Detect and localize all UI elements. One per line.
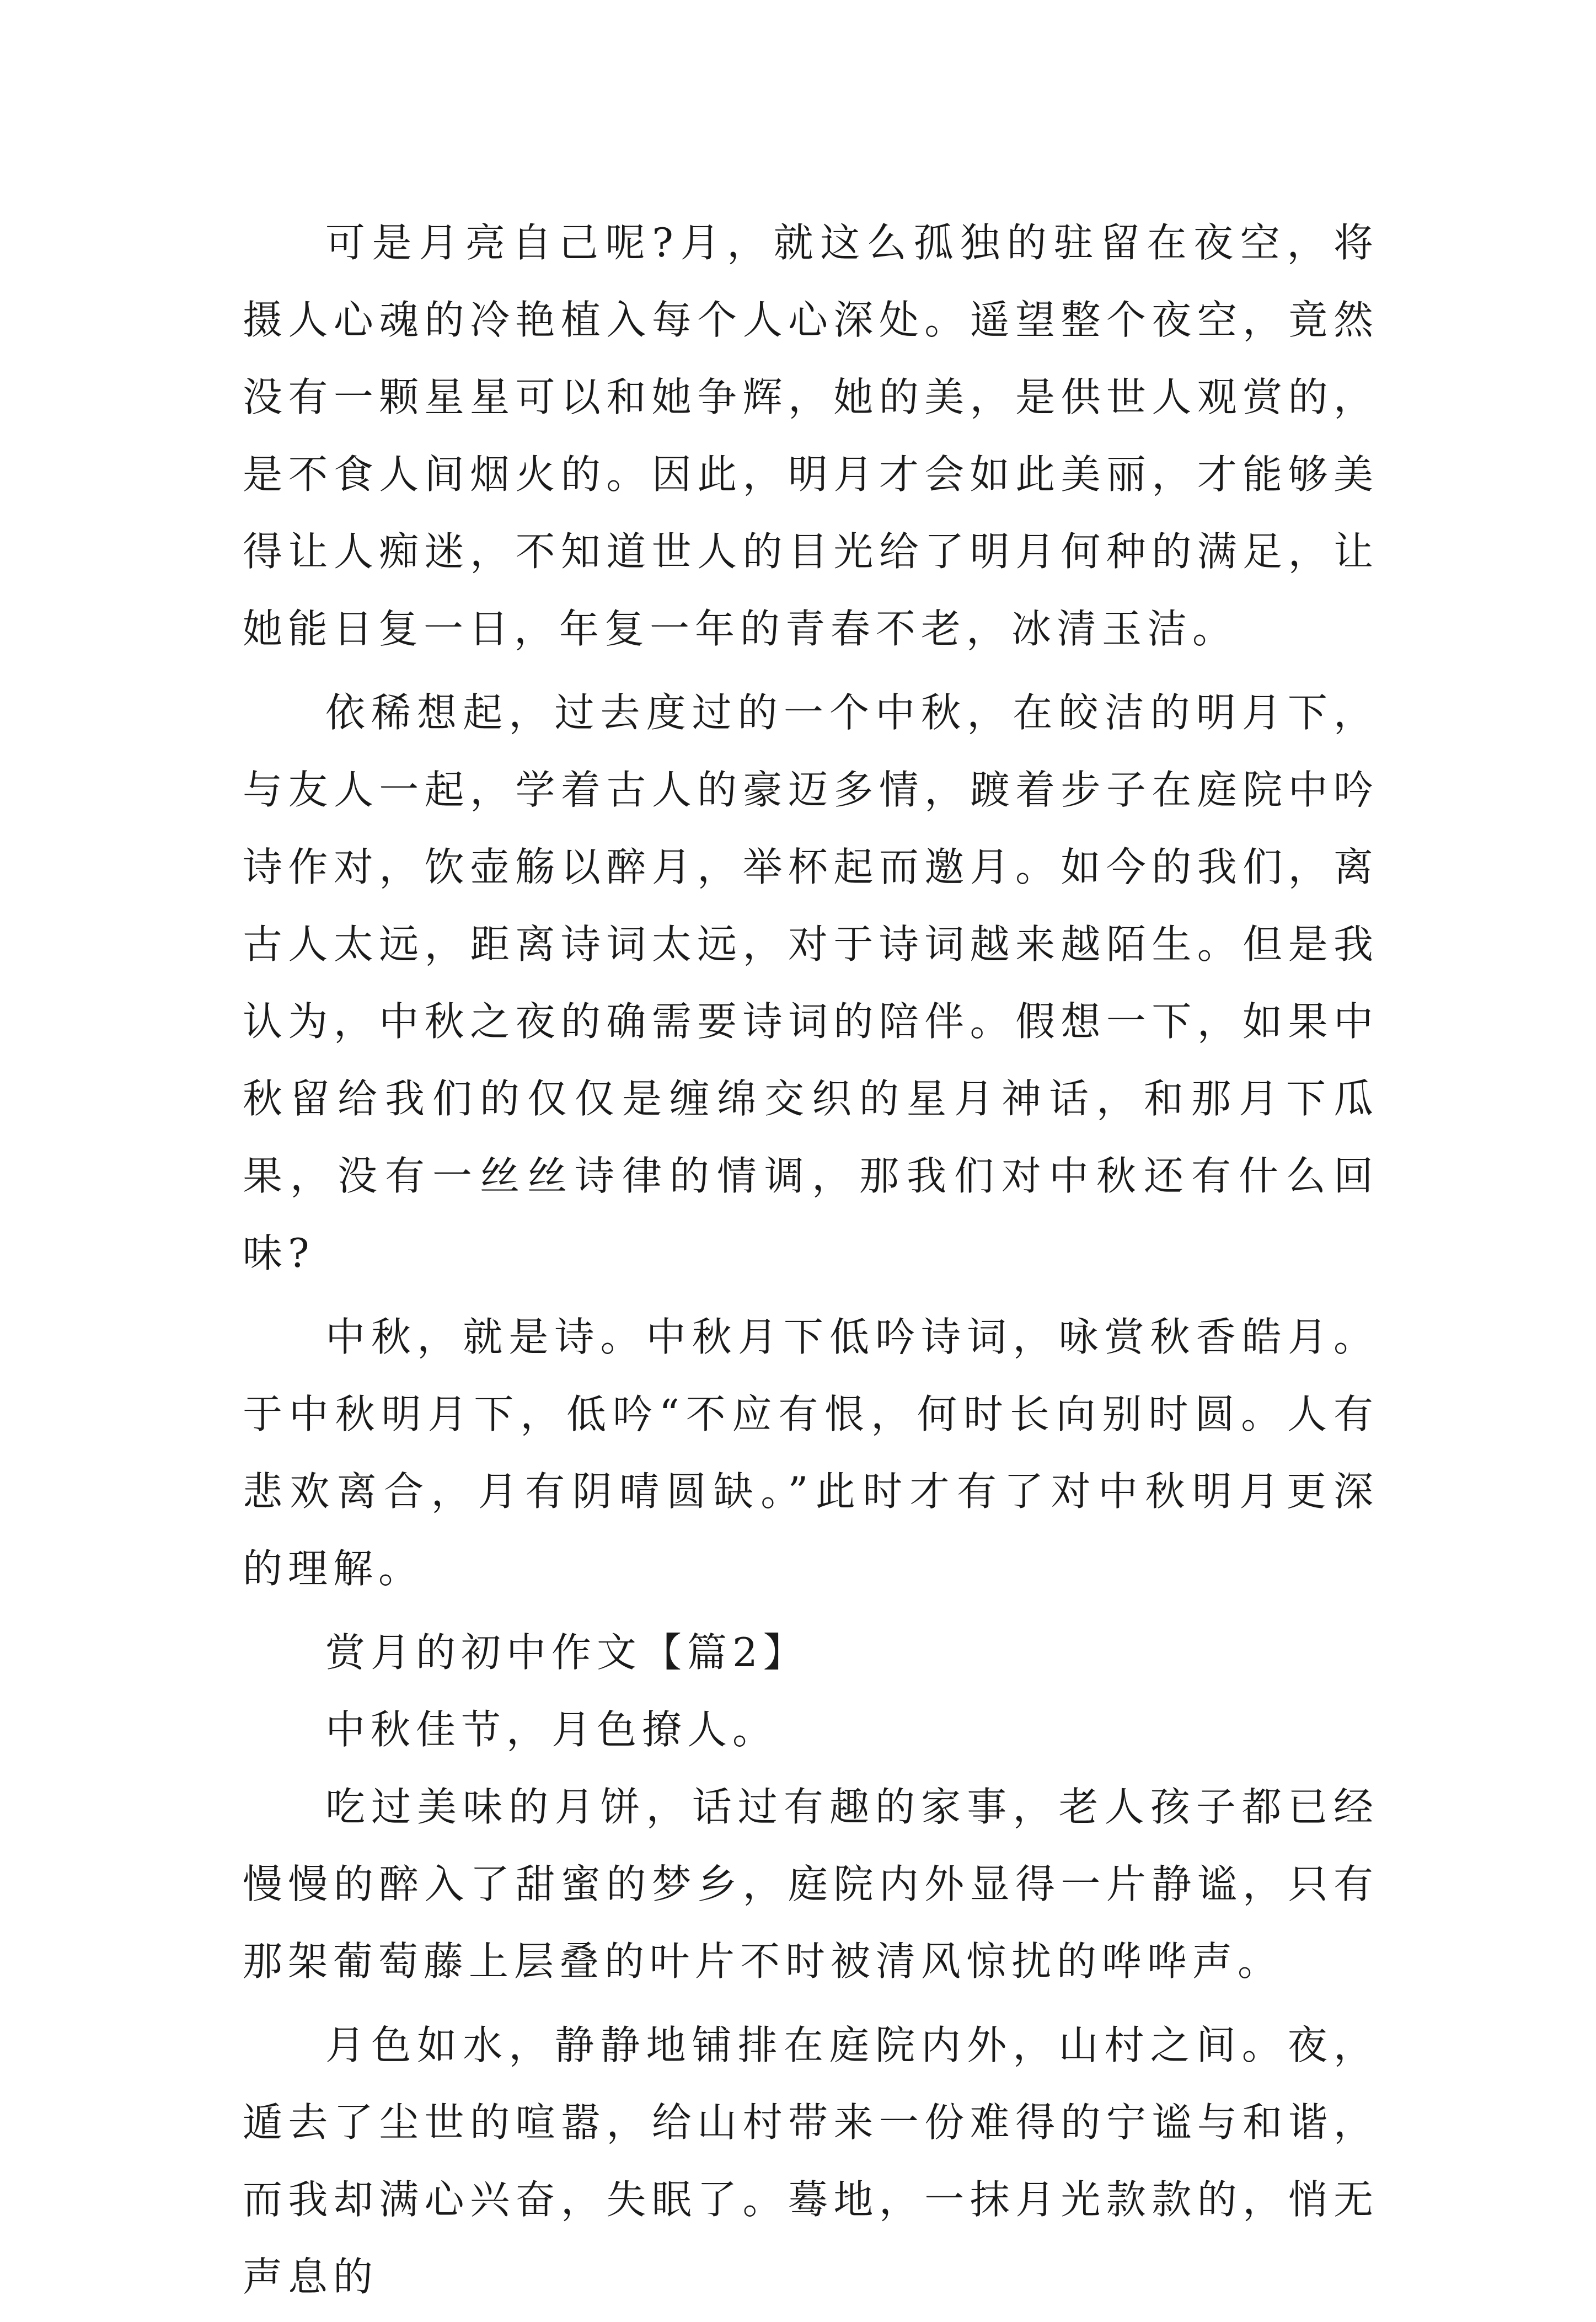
paragraph-festival-opening: 中秋佳节，月色撩人。	[325, 1706, 778, 1753]
paragraph-mid-autumn-poetry: 中秋，就是诗。中秋月下低吟诗词，咏赏秋香皓月。于中秋明月下，低吟“不应有恨，何时长向别时圆。人有悲欢离合，月有阴晴圆缺。”此时才有了对中秋明月更深的理解。	[243, 1314, 1379, 1592]
essay-body	[243, 204, 1379, 2322]
paragraph-past-mid-autumn: 依稀想起，过去度过的一个中秋，在皎洁的明月下，与友人一起，学着古人的豪迈多情，踱着步子在庭院中吟诗作对，饮壶觞以醉月，举杯起而邀月。如今的我们，离古人太远，距离诗词太远，对于诗词越来越陌生。但是我认为，中秋之夜的确需要诗词的陪伴。假想一下，如果中秋留给我们的仅仅是缠绵交织的星月神话，和那月下瓜果，没有一丝丝诗律的情调，那我们对中秋还有什么回味?	[243, 689, 1379, 1276]
paragraph-moon-alone: 可是月亮自己呢?月，就这么孤独的驻留在夜空，将摄人心魂的冷艳植入每个人心深处。遥望整个夜空，竟然没有一颗星星可以和她争辉，她的美，是供世人观赏的，是不食人间烟火的。因此，明月才会如此美丽，才能够美得让人痴迷，不知道世人的目光给了明月何种的满足，让她能日复一日，年复一年的青春不老，冰清玉洁。	[243, 220, 1379, 652]
paragraph-moonlight-water: 月色如水，静静地铺排在庭院内外，山村之间。夜，遁去了尘世的喧嚣，给山村带来一份难得的宁谧与和谐，而我却满心兴奋，失眠了。蓦地，一抹月光款款的，悄无声息的	[243, 2022, 1379, 2300]
section-heading: 赏月的初中作文【篇2】	[325, 1629, 808, 1676]
paragraph-after-mooncakes: 吃过美味的月饼，话过有趣的家事，老人孩子都已经慢慢的醉入了甜蜜的梦乡，庭院内外显得一片静谧，只有那架葡萄藤上层叠的叶片不时被清风惊扰的哗哗声。	[243, 1784, 1379, 1984]
